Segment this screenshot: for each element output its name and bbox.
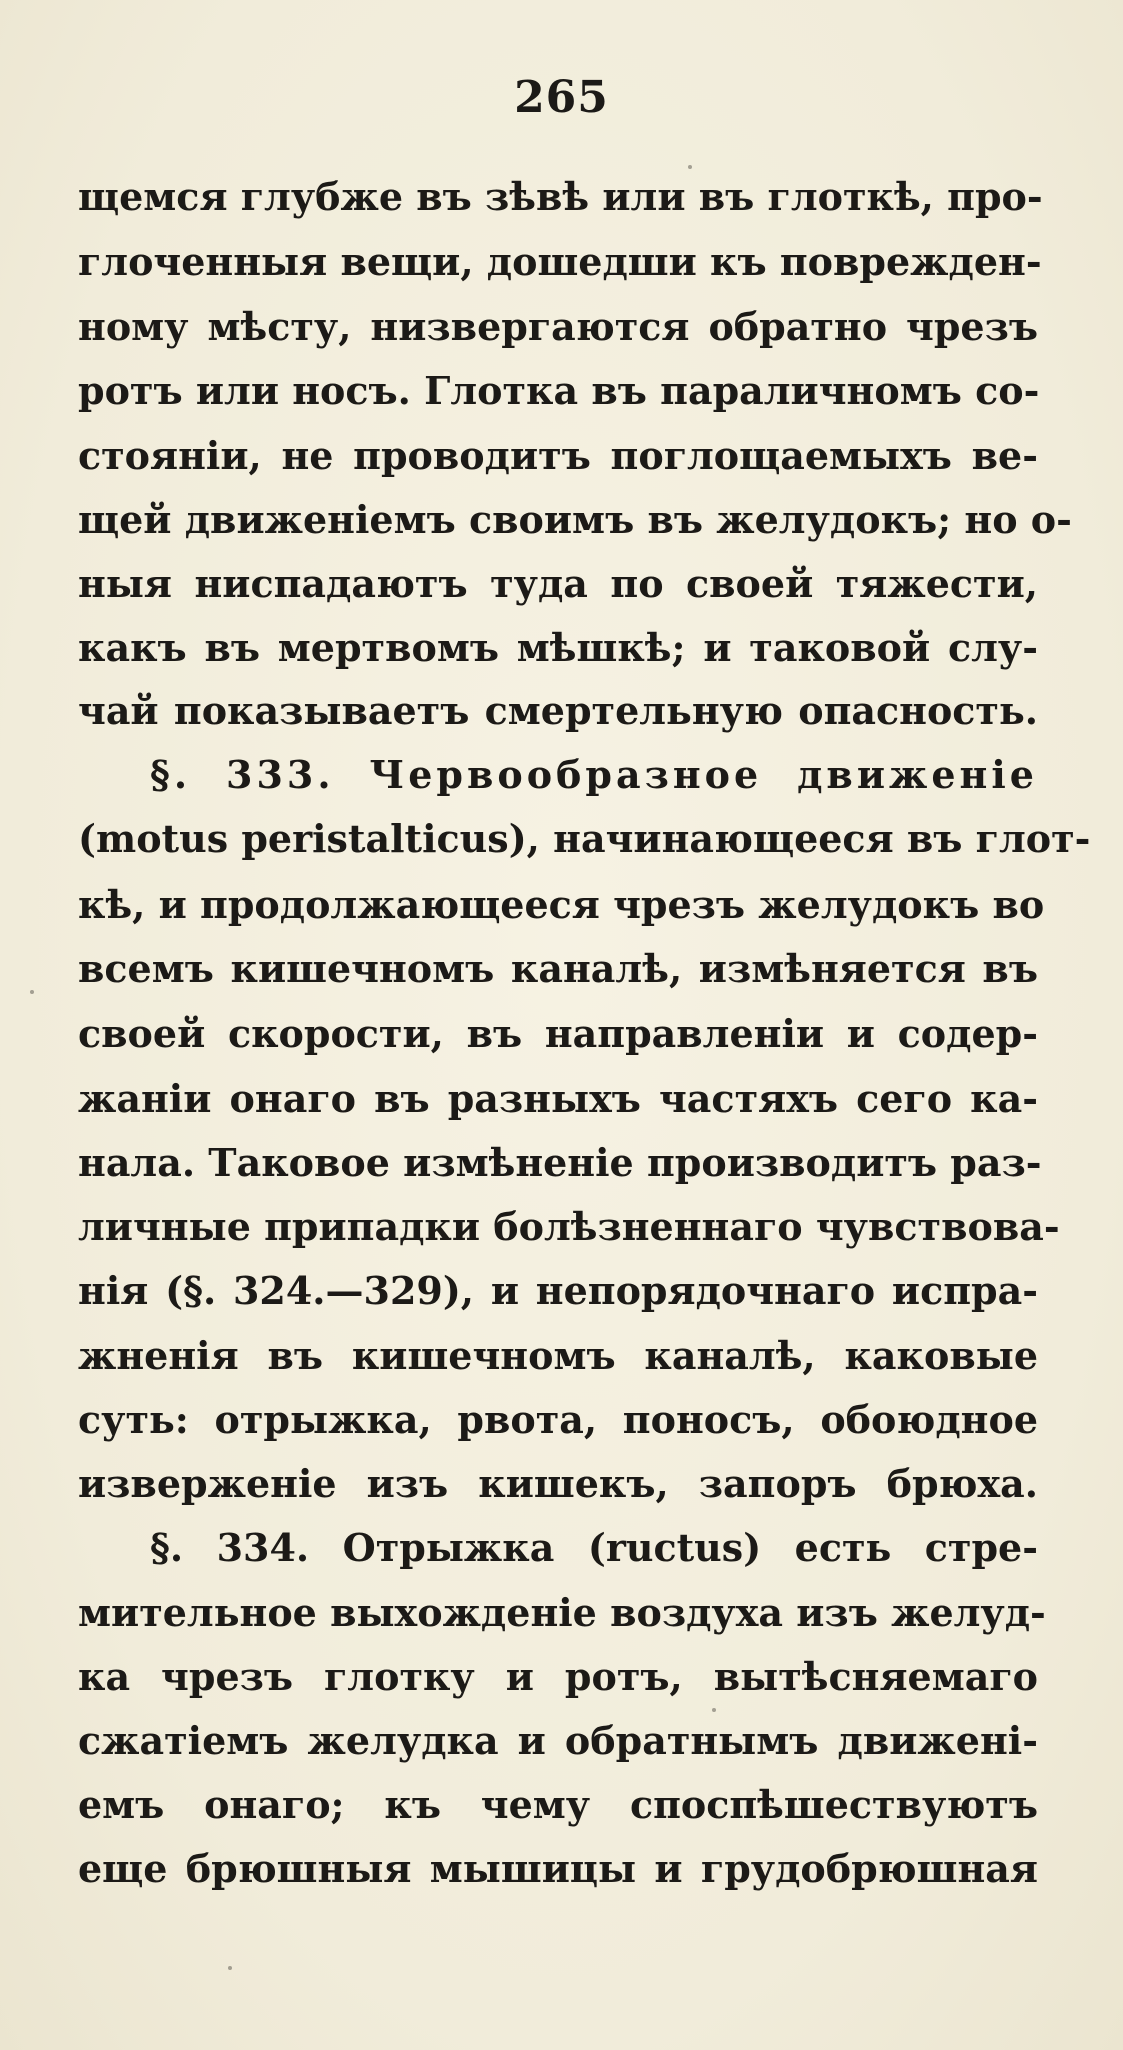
- text-line: всемъ кишечномъ каналѣ, измѣняется въ: [78, 946, 1038, 991]
- text-line: своей скорости, въ направленіи и содер-: [78, 1011, 1038, 1056]
- text-line: щей движеніемъ своимъ въ желудокъ; но о-: [78, 497, 1072, 542]
- text-line: ному мѣсту, низвергаются обратно чрезъ: [78, 304, 1038, 349]
- text-line: кѣ, и продолжающееся чрезъ желудокъ во: [78, 882, 1045, 927]
- text-line: чай показываетъ смертельную опасность.: [78, 688, 1038, 733]
- text-line: ротъ или носъ. Глотка въ параличномъ со-: [78, 368, 1040, 413]
- text-line: еще брюшныя мышицы и грудобрюшная: [78, 1846, 1038, 1891]
- text-line: ка чрезъ глотку и ротъ, вытѣсняемаго: [78, 1654, 1038, 1699]
- text-line: личные припадки болѣзненнаго чувствова-: [78, 1204, 1060, 1249]
- text-line: мительное выхожденіе воздуха изъ желуд-: [78, 1590, 1046, 1635]
- text-line: нала. Таковое измѣненіе производитъ раз-: [78, 1140, 1042, 1185]
- paper-speck: [228, 1966, 232, 1970]
- text-line: стояніи, не проводитъ поглощаемыхъ ве-: [78, 433, 1038, 478]
- page-number: 265: [514, 72, 609, 123]
- text-line: ныя ниспадаютъ туда по своей тяжести,: [78, 561, 1038, 606]
- text-line: жаніи онаго въ разныхъ частяхъ сего ка-: [78, 1076, 1038, 1121]
- text-line: изверженіе изъ кишекъ, запоръ брюха.: [78, 1461, 1038, 1506]
- paper-speck: [688, 165, 692, 169]
- text-line: какъ въ мертвомъ мѣшкѣ; и таковой слу-: [78, 625, 1038, 670]
- text-line: жненія въ кишечномъ каналѣ, каковые: [78, 1333, 1038, 1378]
- text-line: емъ онаго; къ чему споспѣшествуютъ: [78, 1782, 1038, 1827]
- paragraph-heading-334: §. 334. Отрыжка (ructus) есть стре-: [150, 1525, 1038, 1570]
- paragraph-heading-333: §. 333. Червообразное движеніе: [150, 752, 1038, 797]
- text-line: суть: отрыжка, рвота, поносъ, обоюдное: [78, 1397, 1038, 1442]
- text-line: (motus peristalticus), начинающееся въ глот-: [78, 816, 1091, 861]
- paper-speck: [712, 1708, 716, 1712]
- paper-speck: [30, 990, 34, 994]
- text-line: щемся глубже въ зѣвѣ или въ глоткѣ, про-: [78, 174, 1043, 219]
- text-line: сжатіемъ желудка и обратнымъ движені-: [78, 1718, 1038, 1763]
- text-line: глоченныя вещи, дошедши къ поврежден-: [78, 239, 1042, 284]
- text-line: нія (§. 324.—329), и непорядочнаго испра-: [78, 1268, 1038, 1313]
